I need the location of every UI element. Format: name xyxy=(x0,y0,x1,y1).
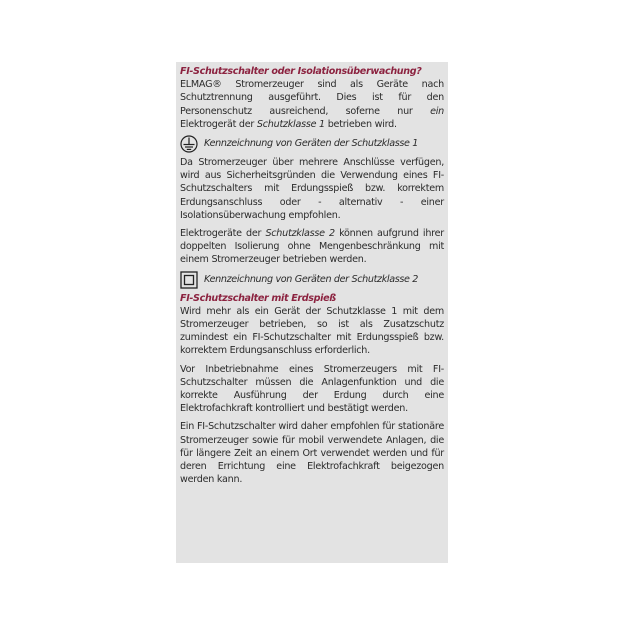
text-run: Elektrogerät der xyxy=(180,118,257,130)
symbol-row-class2 xyxy=(180,271,444,289)
symbol-caption-class2: Kennzeichnung von Geräten der Schutzklasse 2 xyxy=(204,274,419,286)
info-box xyxy=(176,62,448,563)
text-emphasis: ein xyxy=(430,105,444,117)
text-run: können aufgrund ihrer doppelten Isolierung ohne Mengenbeschränkung mit einem Stromerzeuger betrieben werden. xyxy=(180,228,444,266)
symbol-row-class1 xyxy=(180,135,444,153)
section-heading-fi-earth-spike: FI-Schutzschalter mit Erdspieß xyxy=(180,292,336,304)
symbol-caption-class1: Kennzeichnung von Geräten der Schutzklasse 1 xyxy=(204,138,419,150)
section-heading-fi-or-insulation: FI-Schutzschalter oder Isolationsüberwachung? xyxy=(180,66,422,77)
paragraph-recommendation: Ein FI-Schutzschalter wird daher empfohlen für stationäre Stromerzeuger sowie für mobil verwendete Anlagen, die für längere Zeit an einem Ort verwendet werden und für deren Errichtung eine Elektrofachkraft beigezogen werden kann. xyxy=(180,421,444,486)
text-emphasis: Schutzklasse 1 xyxy=(256,118,325,130)
paragraph-additional-protection: Wird mehr als ein Gerät der Schutzklasse 1 mit dem Stromerzeuger betrieben, so ist als Zusatzschutz zumindest ein FI-Schutzschalter mit Erdungsspieß bzw. korrektem Erdungsanschluss erforderlich. xyxy=(180,305,444,357)
text-emphasis: Schutzklasse 2 xyxy=(265,228,335,240)
text-run: Elektrogeräte der xyxy=(180,228,266,240)
text-run: betrieben wird. xyxy=(324,118,397,130)
protective-earth-icon xyxy=(180,135,198,153)
paragraph-class2 xyxy=(180,227,444,267)
text-run: ELMAG® Stromerzeuger sind als Geräte nach Schutztrennung ausgeführt. Dies ist für den Personenschutz ausreichend, soferne nur xyxy=(180,79,444,117)
paragraph-intro xyxy=(180,78,444,131)
paragraph-multiple-outlets: Da Stromerzeuger über mehrere Anschlüsse verfügen, wird aus Sicherheitsgründen die Verwendung eines FI-Schutzschalters mit Erdungsspieß bzw. korrektem Erdungsanschluss oder - alternativ - einer Isolationsüberwachung empfohlen. xyxy=(180,157,444,221)
paragraph-commissioning: Vor Inbetriebnahme eines Stromerzeugers mit FI-Schutzschalter müssen die Anlagenfunktion und die korrekte Ausführung der Erdung durch eine Elektrofachkraft kontrolliert und bestätigt werden. xyxy=(180,363,444,415)
double-insulation-icon xyxy=(180,271,198,289)
